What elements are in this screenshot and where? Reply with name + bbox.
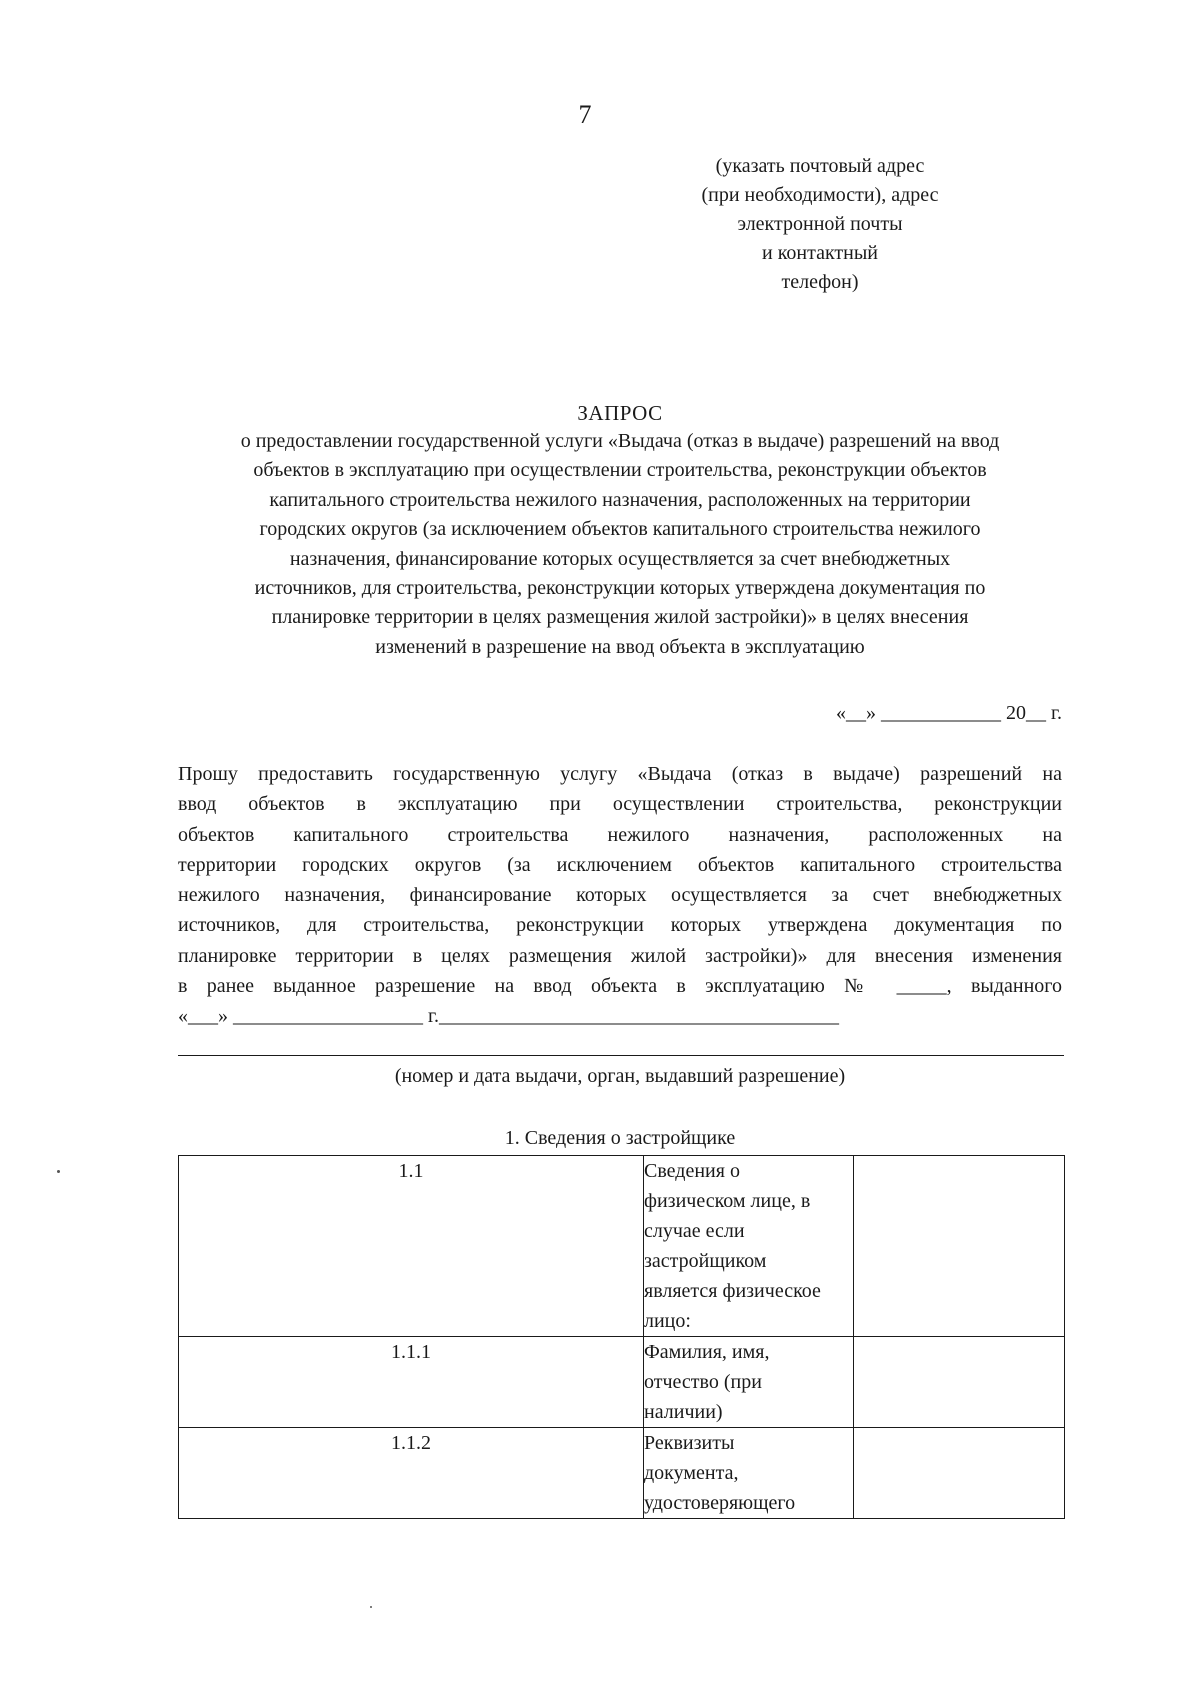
body-line: в ранее выданное разрешение на ввод объекта в эксплуатацию № _____, выданного	[178, 975, 1062, 998]
label-line: является физическое	[644, 1280, 821, 1302]
body-line: объектов капитального строительства нежилого назначения, расположенных на	[178, 823, 1062, 846]
address-note-line: (при необходимости), адрес	[701, 184, 939, 206]
row-value	[854, 1156, 1065, 1337]
body-last-line: «___» ___________________ г.________________________________________	[178, 1005, 839, 1028]
label-line: застройщиком	[644, 1250, 767, 1272]
request-body	[178, 759, 1062, 1032]
label-line: случае если	[644, 1220, 745, 1242]
body-line: планировке территории в целях размещения жилой застройки)» для внесения изменения	[178, 944, 1062, 967]
row-value	[854, 1337, 1065, 1428]
label-line: отчество (при	[644, 1371, 762, 1393]
label-line: удостоверяющего	[644, 1492, 796, 1514]
address-note-line: (указать почтовый адрес	[715, 155, 925, 177]
label-line: Фамилия, имя,	[644, 1341, 770, 1363]
developer-info-table	[178, 1155, 1065, 1519]
address-note-line: электронной почты	[737, 213, 903, 235]
label-line: документа,	[644, 1462, 739, 1484]
body-line: ввод объектов в эксплуатацию при осуществлении строительства, реконструкции	[178, 793, 1062, 816]
subtitle-line: о предоставлении государственной услуги «Выдача (отказ в выдаче) разрешений на ввод	[240, 430, 1000, 452]
table-row	[179, 1337, 1065, 1428]
subtitle-line: назначения, финансирование которых осуществляется за счет внебюджетных	[289, 547, 951, 570]
subtitle-line: источников, для строительства, реконструкции которых утверждена документация по	[254, 577, 986, 600]
subtitle-line: планировке территории в целях размещения жилой застройки)» в целях внесения	[271, 606, 969, 629]
fill-in-rule	[178, 1055, 1064, 1056]
label-line: Сведения о	[644, 1160, 740, 1182]
document-title: ЗАПРОС	[577, 401, 663, 425]
row-number: 1.1.1	[179, 1337, 644, 1428]
body-line: Прошу предоставить государственную услугу «Выдача (отказ в выдаче) разрешений на	[178, 763, 1062, 785]
subtitle-line: капитального строительства нежилого назначения, расположенных на территории	[269, 488, 971, 511]
page-number: 7	[578, 100, 592, 129]
row-label	[644, 1428, 854, 1519]
scan-speck	[57, 1170, 60, 1173]
address-note	[670, 152, 970, 297]
label-line: лицо:	[644, 1310, 691, 1332]
address-note-line: телефон)	[781, 271, 859, 293]
document-subtitle	[178, 427, 1062, 662]
subtitle-line: изменений в разрешение на ввод объекта в эксплуатацию	[375, 635, 865, 658]
body-line: нежилого назначения, финансирование которых осуществляется за счет внебюджетных	[178, 884, 1062, 907]
label-line: Реквизиты	[644, 1432, 735, 1454]
row-value	[854, 1428, 1065, 1519]
date-field: «__» ____________ 20__ г.	[836, 702, 1062, 724]
label-line: физическом лице, в	[644, 1190, 811, 1212]
subtitle-line: объектов в эксплуатацию при осуществлении строительства, реконструкции объектов	[253, 459, 987, 482]
table-row	[179, 1156, 1065, 1337]
table-row	[179, 1428, 1065, 1519]
row-number: 1.1.2	[179, 1428, 644, 1519]
subtitle-line: городских округов (за исключением объектов капитального строительства нежилого	[259, 518, 981, 541]
section-title: 1. Сведения о застройщике	[504, 1127, 736, 1149]
address-note-line: и контактный	[761, 242, 878, 264]
row-label	[644, 1337, 854, 1428]
label-line: наличии)	[644, 1401, 723, 1423]
row-label	[644, 1156, 854, 1337]
scan-speck	[370, 1606, 372, 1608]
body-line: территории городских округов (за исключением объектов капитального строительства	[178, 853, 1062, 876]
body-line: источников, для строительства, реконструкции которых утверждена документация по	[178, 914, 1062, 937]
permit-caption: (номер и дата выдачи, орган, выдавший разрешение)	[394, 1065, 846, 1087]
row-number: 1.1	[179, 1156, 644, 1337]
